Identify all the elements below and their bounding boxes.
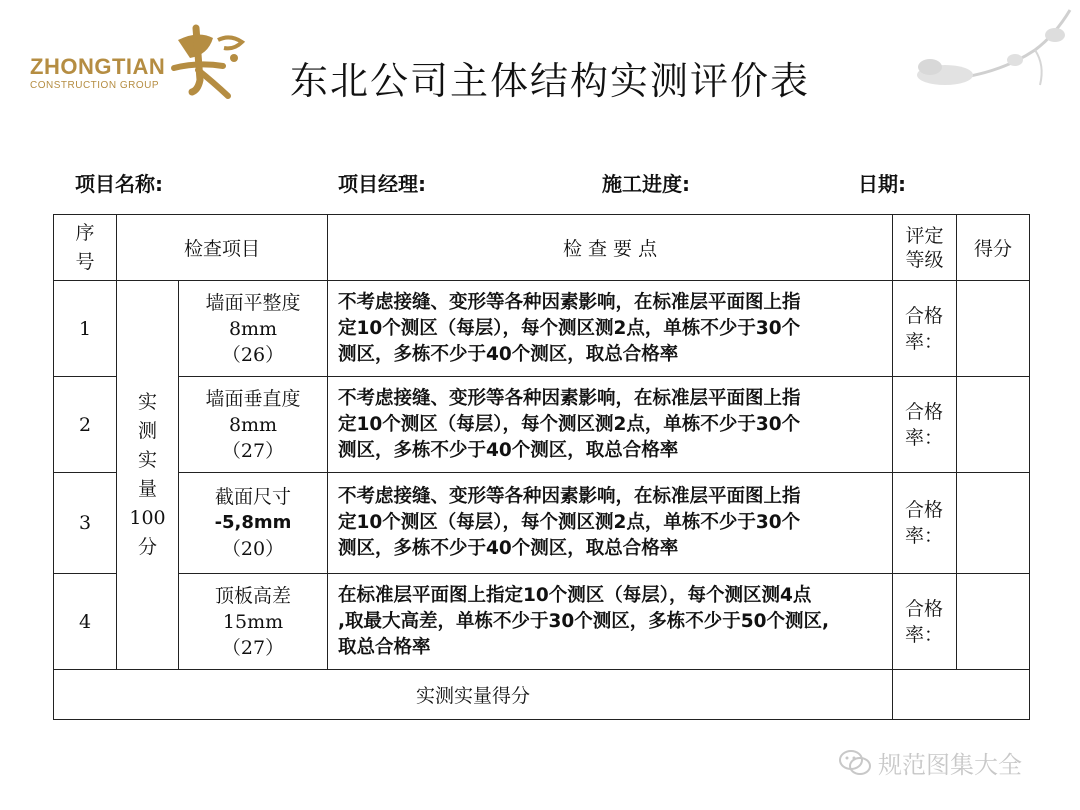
table-row xyxy=(54,377,1030,473)
check-item: 墙面垂直度 8mm （27） xyxy=(179,377,328,473)
row-number: 3 xyxy=(54,473,117,574)
logo-calligraphy-mark xyxy=(168,20,248,100)
page-title: 东北公司主体结构实测评价表 xyxy=(289,59,810,103)
grade-cell: 合格 率： xyxy=(893,377,957,473)
table-header-row xyxy=(54,215,1030,281)
header-check-item: 检查项目 xyxy=(117,215,328,281)
score-cell[interactable] xyxy=(957,377,1030,473)
check-item: 顶板高差 15mm （27） xyxy=(179,574,328,670)
total-score-label: 实测实量得分 xyxy=(54,670,893,720)
check-points: 不考虑接缝、变形等各种因素影响，在标准层平面图上指 定10个测区（每层），每个测区测2点，单栋不少于30个 测区，多栋不少于40个测区，取总合格率 xyxy=(328,377,893,473)
check-points: 不考虑接缝、变形等各种因素影响，在标准层平面图上指 定10个测区（每层），每个测区测2点，单栋不少于30个 测区，多栋不少于40个测区，取总合格率 xyxy=(328,473,893,574)
logo-text-main: ZHONGTIAN xyxy=(30,54,166,79)
plum-blossom-decoration xyxy=(905,5,1075,100)
construction-progress-label: 施工进度: xyxy=(602,172,690,196)
evaluation-table xyxy=(53,214,1030,720)
table-row xyxy=(54,473,1030,574)
project-name-label: 项目名称: xyxy=(75,172,163,196)
check-points: 在标准层平面图上指定10个测区（每层），每个测区测4点 ,取最大高差，单栋不少于30个测区，多栋不少于50个测区, 取总合格率 xyxy=(328,574,893,670)
category-label: 实 测 实 量 100 分 xyxy=(129,391,166,558)
score-cell[interactable] xyxy=(957,574,1030,670)
wechat-icon xyxy=(838,749,872,777)
grade-cell: 合格 率： xyxy=(893,574,957,670)
header-no: 序 号 xyxy=(54,215,117,281)
project-manager-label: 项目经理: xyxy=(338,172,426,196)
grade-cell: 合格 率： xyxy=(893,473,957,574)
logo-text-sub: CONSTRUCTION GROUP xyxy=(30,80,159,91)
header-grade: 评定 等级 xyxy=(893,215,957,281)
grade-cell: 合格 率： xyxy=(893,281,957,377)
wechat-watermark xyxy=(838,745,1022,780)
category-cell xyxy=(117,281,179,670)
check-points: 不考虑接缝、变形等各种因素影响，在标准层平面图上指 定10个测区（每层），每个测区测2点，单栋不少于30个 测区，多栋不少于40个测区，取总合格率 xyxy=(328,281,893,377)
header-score: 得分 xyxy=(957,215,1030,281)
total-score-cell[interactable] xyxy=(893,670,1030,720)
score-cell[interactable] xyxy=(957,473,1030,574)
score-cell[interactable] xyxy=(957,281,1030,377)
table-row xyxy=(54,281,1030,377)
row-number: 2 xyxy=(54,377,117,473)
check-item: 截面尺寸 -5,8mm （20） xyxy=(179,473,328,574)
header-check-points: 检 查 要 点 xyxy=(328,215,893,281)
date-label: 日期: xyxy=(858,172,906,196)
row-number: 4 xyxy=(54,574,117,670)
row-number: 1 xyxy=(54,281,117,377)
company-logo xyxy=(30,20,230,105)
table-footer-row xyxy=(54,670,1030,720)
check-item: 墙面平整度 8mm （26） xyxy=(179,281,328,377)
table-row xyxy=(54,574,1030,670)
watermark-text: 规范图集大全 xyxy=(878,751,1022,779)
